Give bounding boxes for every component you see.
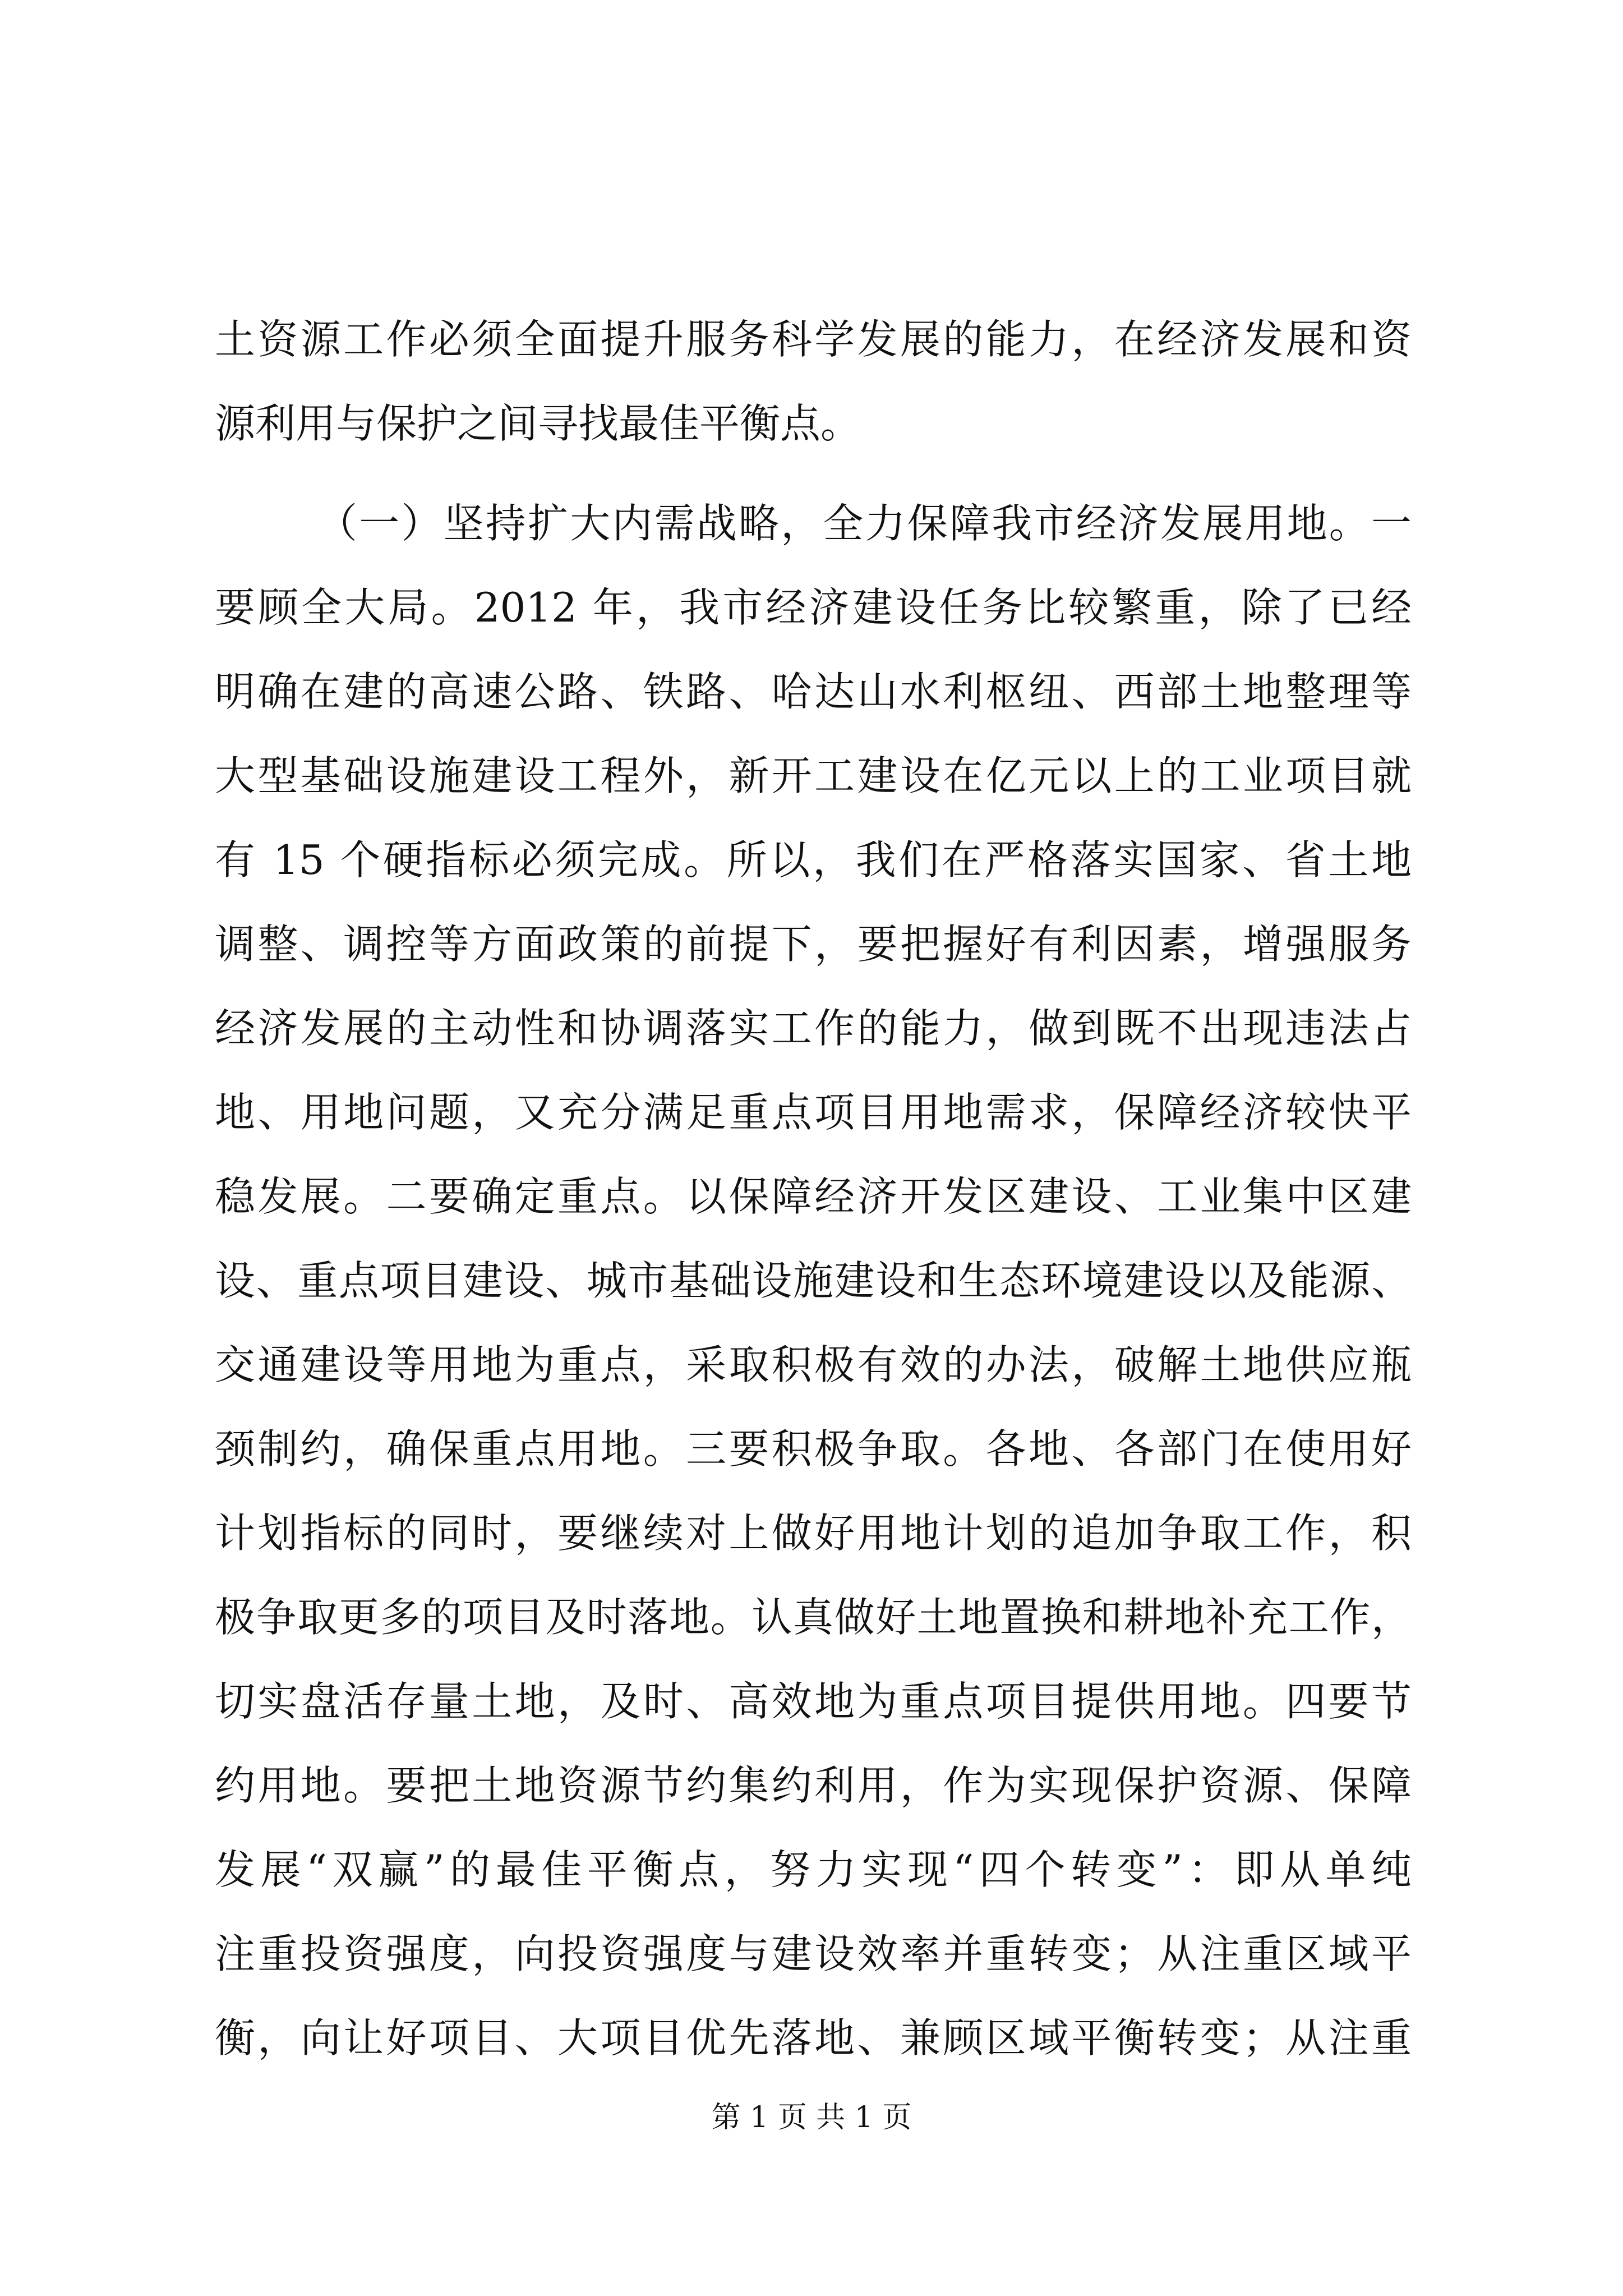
text-line: 土资源工作必须全面提升服务科学发展的能力，在经济发展和资 (215, 316, 1412, 363)
text-line: 经济发展的主动性和协调落实工作的能力，做到既不出现违法占 (215, 1005, 1412, 1052)
text-line: 有 15 个硬指标必须完成。所以，我们在严格落实国家、省土地 (215, 836, 1412, 884)
text-line: 颈制约，确保重点用地。三要积极争取。各地、各部门在使用好 (215, 1425, 1412, 1473)
text-line: 切实盘活存量土地，及时、高效地为重点项目提供用地。四要节 (215, 1678, 1412, 1725)
text-line: 源利用与保护之间寻找最佳平衡点。 (215, 400, 861, 447)
text-line: 极争取更多的项目及时落地。认真做好土地置换和耕地补充工作， (215, 1594, 1412, 1641)
text-line: 地、用地问题，又充分满足重点项目用地需求，保障经济较快平 (215, 1089, 1412, 1136)
text-line: 调整、调控等方面政策的前提下，要把握好有利因素，增强服务 (215, 921, 1412, 968)
text-line: 明确在建的高速公路、铁路、哈达山水利枢纽、西部土地整理等 (215, 668, 1412, 715)
text-line: 交通建设等用地为重点，采取积极有效的办法，破解土地供应瓶 (215, 1341, 1412, 1388)
text-line: 约用地。要把土地资源节约集约利用，作为实现保护资源、保障 (215, 1762, 1412, 1809)
text-line: 设、重点项目建设、城市基础设施建设和生态环境建设以及能源、 (215, 1257, 1412, 1304)
text-line: 注重投资强度，向投资强度与建设效率并重转变；从注重区域平 (215, 1930, 1412, 1977)
text-line: 稳发展。二要确定重点。以保障经济开发区建设、工业集中区建 (215, 1173, 1412, 1220)
page-footer: 第 1 页 共 1 页 (711, 2101, 912, 2134)
text-line: 大型基础设施建设工程外，新开工建设在亿元以上的工业项目就 (215, 752, 1412, 799)
text-line: 发展“双赢”的最佳平衡点，努力实现“四个转变”：即从单纯 (215, 1846, 1412, 1893)
text-line: 计划指标的同时，要继续对上做好用地计划的追加争取工作，积 (215, 1510, 1412, 1557)
text-line: 衡，向让好项目、大项目优先落地、兼顾区域平衡转变；从注重 (215, 2014, 1412, 2062)
text-line: 要顾全大局。2012 年，我市经济建设任务比较繁重，除了已经 (215, 584, 1412, 631)
paragraph-heading-line: （一）坚持扩大内需战略，全力保障我市经济发展用地。一 (317, 500, 1412, 547)
